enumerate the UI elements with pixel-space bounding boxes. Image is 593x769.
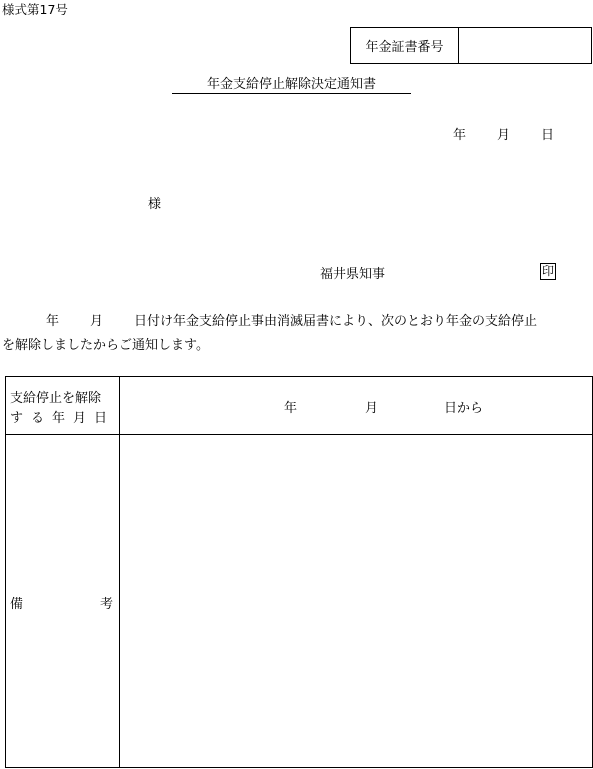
remarks-label-char-2: 考 — [100, 597, 114, 612]
release-date-label-char: す — [10, 411, 24, 426]
form-number: 様式第17号 — [2, 2, 68, 17]
table-row-divider — [6, 434, 592, 435]
body-text-rest: 日付け年金支給停止事由消滅届書により、次のとおり年金の支給停止 — [134, 314, 538, 329]
release-date-label-char: 年 — [52, 411, 66, 426]
certificate-number-box — [350, 27, 592, 64]
body-text-line-2: を解除しましたからご通知します。 — [2, 338, 209, 353]
seal-mark: 印 — [541, 264, 554, 278]
body-year-label: 年 — [46, 314, 60, 329]
date-day-label: 日 — [541, 128, 555, 143]
release-date-label-line-2 — [10, 407, 115, 426]
sender-name: 福井県知事 — [320, 267, 386, 282]
release-date-label-char: 日 — [94, 411, 108, 426]
release-date-month-label: 月 — [365, 401, 379, 416]
release-date-label-char: 月 — [73, 411, 87, 426]
table-column-divider — [119, 377, 120, 767]
release-date-from-label: 日から — [444, 401, 484, 416]
release-date-year-label: 年 — [284, 401, 298, 416]
release-date-label-line-1: 支給停止を解除 — [10, 391, 102, 406]
body-text-line-1 — [46, 310, 537, 329]
certificate-number-field[interactable] — [459, 28, 591, 63]
date-year-label: 年 — [453, 128, 467, 143]
date-month-label: 月 — [497, 128, 511, 143]
detail-table — [5, 376, 593, 768]
body-month-label: 月 — [90, 314, 104, 329]
document-title: 年金支給停止解除決定通知書 — [172, 76, 411, 94]
release-date-label-char: る — [31, 411, 45, 426]
certificate-number-label: 年金証書番号 — [351, 28, 459, 63]
addressee-honorific: 様 — [148, 197, 162, 212]
remarks-label-char-1: 備 — [10, 597, 24, 612]
